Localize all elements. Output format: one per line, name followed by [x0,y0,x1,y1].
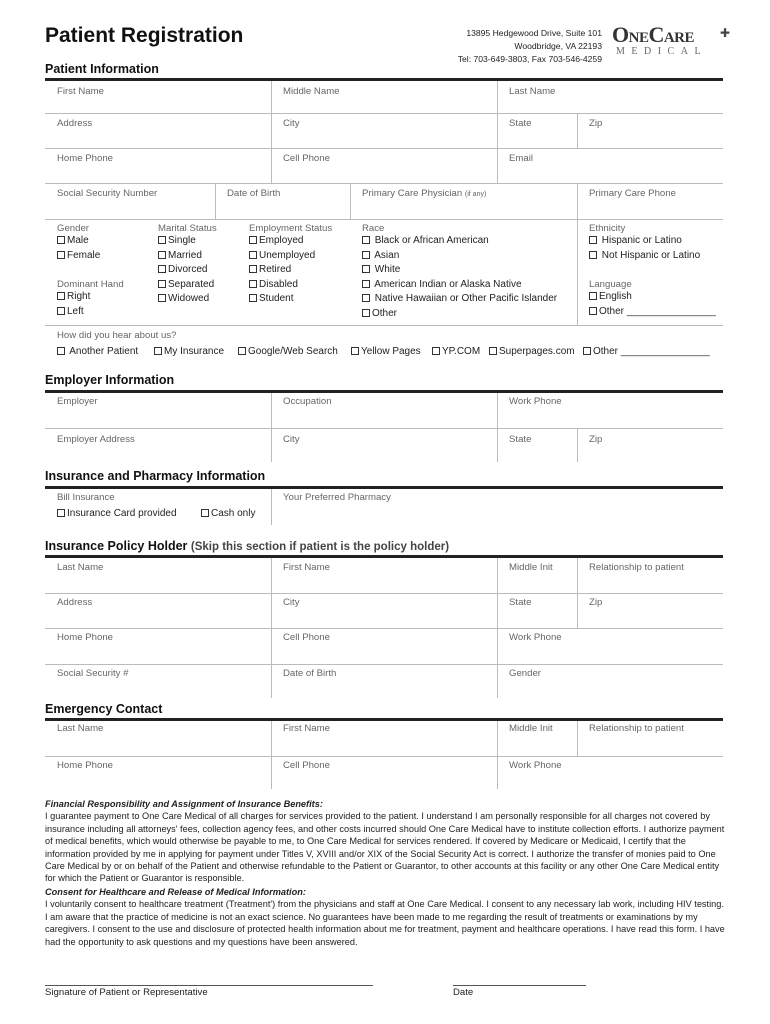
marital-single-checkbox[interactable]: Single [158,234,217,249]
policy-holder-note: (Skip this section if patient is the policy holder) [190,541,450,553]
emergency-section-heading: Emergency Contact [45,702,163,716]
language-other-checkbox[interactable]: Other ________________ [589,305,716,320]
patient-section-heading: Patient Information [45,62,159,76]
insurance-card-checkbox[interactable]: Insurance Card provided [57,507,177,522]
first-name-field[interactable]: First Name [57,86,104,97]
financial-responsibility-block [45,798,725,885]
race-asian-checkbox[interactable]: Asian [362,249,557,264]
phone-line: Tel: 703-649-3803, Fax 703-546-4259 [457,54,602,64]
gender-group [57,223,100,263]
hear-ypcom-checkbox[interactable]: YP.COM [432,345,480,360]
employment-unemployed-checkbox[interactable]: Unemployed [249,249,332,264]
ph-address-field[interactable]: Address [57,597,93,608]
ph-middle-init-field[interactable]: Middle Init [509,562,553,573]
ec-work-phone-field[interactable]: Work Phone [509,760,562,771]
gender-male-checkbox[interactable]: Male [57,234,100,249]
pharmacy-field[interactable]: Your Preferred Pharmacy [283,492,391,503]
state-field[interactable]: State [509,118,532,129]
employer-field[interactable]: Employer [57,396,98,407]
ph-last-name-field[interactable]: Last Name [57,562,104,573]
ec-first-name-field[interactable]: First Name [283,723,330,734]
hear-another-patient-checkbox[interactable]: Another Patient [57,345,138,360]
hear-google-checkbox[interactable]: Google/Web Search [238,345,338,360]
employment-disabled-checkbox[interactable]: Disabled [249,278,332,293]
marital-widowed-checkbox[interactable]: Widowed [158,292,217,307]
section-rule [45,555,723,558]
bill-insurance-label: Bill Insurance [57,492,115,503]
ec-home-phone-field[interactable]: Home Phone [57,760,113,771]
occupation-field[interactable]: Occupation [283,396,332,407]
consent-block [45,886,725,948]
hear-about-label: How did you hear about us? [57,330,177,341]
employer-work-phone-field[interactable]: Work Phone [509,396,562,407]
ph-first-name-field[interactable]: First Name [283,562,330,573]
clinic-address [380,27,602,66]
section-rule [45,390,723,393]
employment-student-checkbox[interactable]: Student [249,292,332,307]
race-black-checkbox[interactable]: Black or African American [362,234,557,249]
ec-relationship-field[interactable]: Relationship to patient [589,723,684,734]
ph-home-phone-field[interactable]: Home Phone [57,632,113,643]
employer-state-field[interactable]: State [509,434,532,445]
hear-superpages-checkbox[interactable]: Superpages.com [489,345,575,360]
section-rule [45,486,723,489]
ethnicity-hispanic-checkbox[interactable]: Hispanic or Latino [589,234,700,249]
race-pacific-islander-checkbox[interactable]: Native Hawaiian or Other Pacific Islander [362,292,557,307]
race-label: Race [362,223,385,234]
financial-heading: Financial Responsibility and Assignment of Insurance Benefits: [45,799,323,809]
financial-text: I guarantee payment to One Care Medical of all charges for services provided to the patient. I understand I am personally responsible for all charges not covered by insurance including all attorneys' fees, collection agency fees, and other costs incurred should One Care Medical have to institute collection efforts. I authorize payment of medical benefits, which would otherwise be payable to me, to One Care Medical for services rendered. If covered by Medicare or Medicaid, I certify that the information provided by me in applying for payment under Titles V, XVIII and/or XIX of the Social Security Act is correct. I authorize the transfer of monies paid to One Care Medical by or on behalf of the Patient and otherwise refundable to the Patient or Guarantor, to other accounts at this facility or any other One Care Medical entity for which the Patient or Guarantor is responsible. [45,811,725,884]
last-name-field[interactable]: Last Name [509,86,556,97]
employer-city-field[interactable]: City [283,434,300,445]
pcp-field[interactable] [362,188,486,199]
employment-employed-checkbox[interactable]: Employed [249,234,332,249]
employer-address-field[interactable]: Employer Address [57,434,135,445]
date-line[interactable] [453,985,586,986]
marital-married-checkbox[interactable]: Married [158,249,217,264]
signature-label: Signature of Patient or Representative [45,987,208,998]
race-white-checkbox[interactable]: White [362,263,557,278]
pcp-label: Primary Care Physician [362,188,463,199]
section-rule [45,78,723,81]
clinic-logo [612,22,732,64]
ec-middle-init-field[interactable]: Middle Init [509,723,553,734]
ph-relationship-field[interactable]: Relationship to patient [589,562,684,573]
pcp-phone-field[interactable]: Primary Care Phone [589,188,676,199]
ph-city-field[interactable]: City [283,597,300,608]
hand-left-checkbox[interactable]: Left [57,305,124,320]
city-field[interactable]: City [283,118,300,129]
ethnicity-label: Ethnicity [589,223,626,234]
page-title: Patient Registration [45,24,244,47]
ph-ssn-field[interactable]: Social Security # [57,668,129,679]
consent-heading: Consent for Healthcare and Release of Medical Information: [45,887,306,897]
hear-my-insurance-checkbox[interactable]: My Insurance [154,345,224,360]
ph-dob-field[interactable]: Date of Birth [283,668,337,679]
race-american-indian-checkbox[interactable]: American Indian or Alaska Native [362,278,557,293]
ec-cell-phone-field[interactable]: Cell Phone [283,760,330,771]
employment-retired-checkbox[interactable]: Retired [249,263,332,278]
policy-holder-section-heading [45,539,449,553]
gender-label: Gender [57,223,89,234]
language-label: Language [589,279,632,290]
logo-cross-icon: ✚ [719,26,730,40]
marital-label: Marital Status [158,223,217,234]
consent-text: I voluntarily consent to healthcare treatment (Treatment') from the physicians and staff at One Care Medical. I consent to any necessary lab work, including HIV testing. I am aware that the practice of medicine is not an exact science. No guarantees have been made to me regarding the result of treatments or examinations by my caregivers. I consent to the use and disclosure of protected health information about me for treatment, payment and healthcare operations. I have read this form. I have had the opportunity to ask questions and my questions have been answered. [45,899,725,947]
employer-zip-field[interactable]: Zip [589,434,603,445]
language-group [589,279,716,319]
dob-field[interactable]: Date of Birth [227,188,281,199]
language-english-checkbox[interactable]: English [589,290,716,305]
employment-group [249,223,332,307]
address-line-1: 13895 Hedgewood Drive, Suite 101 [466,28,602,38]
marital-separated-checkbox[interactable]: Separated [158,278,217,293]
dominant-hand-group [57,279,124,319]
pcp-note: (if any) [464,191,487,198]
ph-state-field[interactable]: State [509,597,532,608]
ph-zip-field[interactable]: Zip [589,597,603,608]
marital-group [158,223,217,307]
address-field[interactable]: Address [57,118,93,129]
address-line-2: Woodbridge, VA 22193 [514,41,602,51]
home-phone-field[interactable]: Home Phone [57,153,113,164]
employment-label: Employment Status [249,223,333,234]
employer-section-heading: Employer Information [45,373,175,387]
race-other-checkbox[interactable]: Other [362,307,557,322]
email-field[interactable]: Email [509,153,533,164]
hand-right-checkbox[interactable]: Right [57,290,124,305]
ethnicity-group [589,223,700,263]
hear-yellow-pages-checkbox[interactable]: Yellow Pages [351,345,421,360]
cash-only-checkbox[interactable]: Cash only [201,507,255,522]
logo-bottom-text: MEDICAL [616,46,708,57]
ph-gender-field[interactable]: Gender [509,668,541,679]
race-group [362,223,557,321]
middle-name-field[interactable]: Middle Name [283,86,340,97]
ph-work-phone-field[interactable]: Work Phone [509,632,562,643]
ec-last-name-field[interactable]: Last Name [57,723,104,734]
cell-phone-field[interactable]: Cell Phone [283,153,330,164]
section-rule [45,718,723,721]
insurance-section-heading: Insurance and Pharmacy Information [45,469,266,483]
hear-other-checkbox[interactable]: Other ________________ [583,345,710,360]
zip-field[interactable]: Zip [589,118,603,129]
marital-divorced-checkbox[interactable]: Divorced [158,263,217,278]
ssn-field[interactable]: Social Security Number [57,188,158,199]
signature-line[interactable] [45,985,373,986]
date-label: Date [453,987,474,998]
policy-holder-title: Insurance Policy Holder [45,539,188,553]
gender-female-checkbox[interactable]: Female [57,249,100,264]
logo-top-text: OneCare [612,22,695,47]
dominant-hand-label: Dominant Hand [57,279,124,290]
ph-cell-phone-field[interactable]: Cell Phone [283,632,330,643]
ethnicity-not-hispanic-checkbox[interactable]: Not Hispanic or Latino [589,249,700,264]
